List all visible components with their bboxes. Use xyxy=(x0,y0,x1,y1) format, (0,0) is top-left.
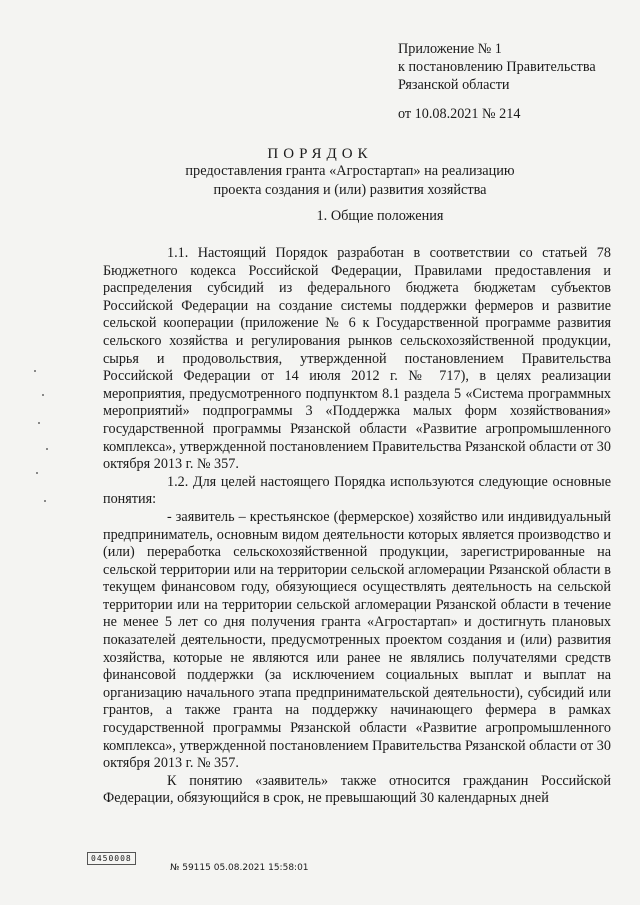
annex-block xyxy=(398,40,634,123)
annex-region: Рязанской области xyxy=(398,77,510,93)
document-subtitle xyxy=(150,162,550,200)
paragraph-1-1: 1.1. Настоящий Порядок разработан в соответствии со статьей 78 Бюджетного кодекса Российской Федерации, Правилами предоставления и распределения субсидий из федерального бюджета бюджетам субъектов Российской Федерации на создание системы поддержки фермеров и развитие сельской кооперации (приложение № 6 к Государственной программе развития сельского хозяйства и регулирования рынков сельскохозяйственной продукции, сырья и продовольствия, утвержденной постановлением Правительства Российской Федерации от 14 июля 2012 г. № 717), в целях реализации мероприятия, предусмотренного подпунктом 8.1 раздела 5 «Система программных мероприятий» подпрограммы 3 «Поддержка малых форм хозяйствования» государственной программы Рязанской области «Развитие агропромышленного комплекса», утвержденной постановлением Правительства Рязанской области от 30 октября 2013 г. № 357. xyxy=(103,245,611,473)
paragraph-1-2: 1.2. Для целей настоящего Порядка используются следующие основные понятия: xyxy=(103,473,611,508)
scan-margin-marks xyxy=(20,360,60,530)
registration-stamp: 0450008 xyxy=(87,852,136,865)
subtitle-line-1: предоставления гранта «Агростартап» на реализацию xyxy=(185,163,515,179)
document-body xyxy=(103,245,611,808)
section-heading: 1. Общие положения xyxy=(316,208,444,224)
annex-date: от 10.08.2021 № 214 xyxy=(398,106,521,122)
definition-applicant: - заявитель – крестьянское (фермерское) хозяйство или индивидуальный предприниматель, основным видом деятельности которых является производство и (или) переработка сельскохозяйственной продукции, зарегистрированные на сельской территории или на территории сельской агломерации Рязанской области в текущем финансовом году, обязующиеся осуществлять деятельность на сельской территории или на территории сельской агломерации Рязанской области в течение не менее 5 лет со дня получения гранта «Агростартап» и достигнуть плановых показателей деятельности, предусмотренных проектом создания и (или) развития хозяйства, которые не являются или ранее не являлись получателями средств финансовой поддержки (за исключением социальных выплат и выплат на организацию начального этапа предпринимательской деятельности), субсидий или грантов, а также гранта на поддержку начинающего фермера в рамках государственной программы Рязанской области «Развитие агропромышленного комплекса», утвержденной постановлением Правительства Рязанской области от 30 октября 2013 г. № 357. xyxy=(103,508,611,772)
footer-registration: № 59115 05.08.2021 15:58:01 xyxy=(170,863,309,873)
subtitle-line-2: проекта создания и (или) развития хозяйства xyxy=(213,182,487,198)
annex-title: Приложение № 1 xyxy=(398,41,502,57)
annex-reference: к постановлению Правительства xyxy=(398,59,596,75)
document-title: ПОРЯДОК xyxy=(267,146,373,162)
paragraph-applicant-extension: К понятию «заявитель» также относится гражданин Российской Федерации, обязующийся в срок, не превышающий 30 календарных дней xyxy=(103,772,611,807)
